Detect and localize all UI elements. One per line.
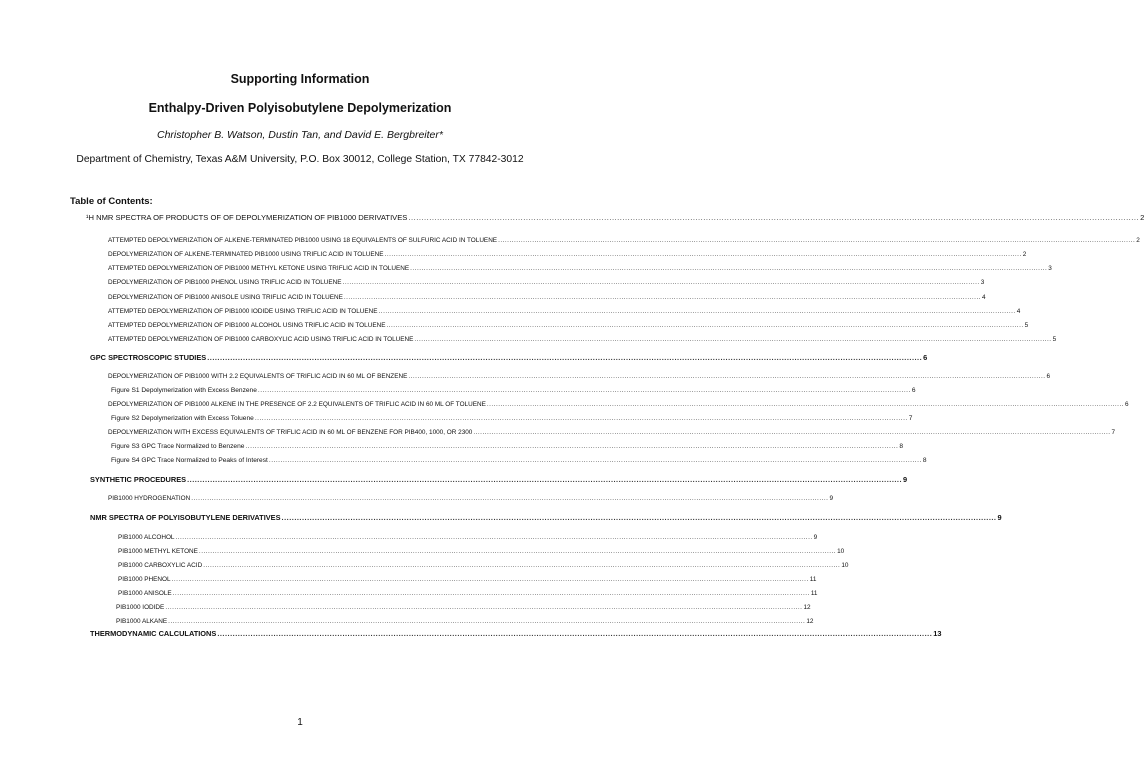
toc-entry-page: 6 [923,353,928,362]
toc-leader-dots [385,249,1022,261]
toc-entry-text: PIB1000 PHENOL [118,576,171,583]
toc-entry-page: 12 [803,604,811,611]
toc-entry-page: 3 [980,279,985,286]
toc-entry-text: Figure S4 GPC Trace Normalized to Peaks of Interest [111,457,268,464]
toc-entry-page: 2 [1136,237,1140,244]
toc-entry-text: SYNTHETIC PROCEDURES [90,475,187,484]
toc-heading: Table of Contents: [70,196,153,207]
toc-entry-page: 5 [1052,336,1057,343]
authors: Christopher B. Watson, Dustin Tan, and David E. Bergbreiter* [157,129,443,141]
toc-entry[interactable] [108,235,1140,247]
toc-entry-page: 6 [911,387,916,394]
toc-entry[interactable] [108,306,1021,318]
toc-entry[interactable] [108,493,833,505]
toc-leader-dots [187,474,902,486]
toc-entry[interactable] [118,588,818,600]
toc-entry[interactable] [108,263,1052,275]
toc-entry-text: ATTEMPTED DEPOLYMERIZATION OF ALKENE-TERMINATED PIB1000 USING 18 EQUIVALENTS OF SULFURIC ACID IN TOLUENE [108,237,498,244]
toc-entry-text: Figure S3 GPC Trace Normalized to Benzene [111,443,245,450]
toc-entry-page: 7 [908,415,913,422]
toc-entry-page: 4 [1016,308,1021,315]
toc-entry-text: THERMODYNAMIC CALCULATIONS [90,629,217,638]
toc-entry-page: 11 [810,590,818,597]
toc-entry-page: 12 [806,618,814,625]
toc-leader-dots [282,512,997,524]
toc-leader-dots [269,455,922,467]
affiliation: Department of Chemistry, Texas A&M University, P.O. Box 30012, College Station, TX 77842-3012 [76,154,524,165]
toc-entry-text: DEPOLYMERIZATION OF ALKENE-TERMINATED PIB1000 USING TRIFLIC ACID IN TOLUENE [108,251,384,258]
toc-leader-dots [386,320,1023,332]
toc-entry-page: 9 [829,495,833,502]
toc-section-synthetic[interactable] [90,474,908,486]
toc-entry-page: 10 [841,562,849,569]
toc-entry[interactable] [108,371,1051,383]
toc-entry-page: 10 [837,548,845,555]
toc-entry-text: PIB1000 ALKANE [116,618,168,625]
toc-entry-text: ATTEMPTED DEPOLYMERIZATION OF PIB1000 IODIDE USING TRIFLIC ACID IN TOLUENE [108,308,378,315]
toc-entry-text: PIB1000 ANISOLE [118,590,172,597]
toc-entry-page: 7 [1111,429,1116,436]
toc-leader-dots [191,493,828,505]
toc-entry-page: 11 [809,576,817,583]
toc-entry[interactable] [108,334,1057,346]
toc-entry[interactable] [118,532,818,544]
toc-leader-dots [410,263,1047,275]
toc-leader-dots [414,334,1051,346]
toc-entry[interactable] [118,546,845,558]
page-number: 1 [297,717,303,728]
toc-leader-dots [172,574,809,586]
toc-entry[interactable] [86,212,1144,224]
toc-entry-text: Figure S1 Depolymerization with Excess Benzene [111,387,257,394]
toc-entry-text: DEPOLYMERIZATION OF PIB1000 ANISOLE USING TRIFLIC ACID IN TOLUENE [108,294,343,301]
toc-entry-page: 9 [997,513,1002,522]
toc-section-gpc[interactable] [90,352,928,364]
toc-entry-text: PIB1000 ALCOHOL [118,534,175,541]
toc-entry-text: ¹H NMR SPECTRA OF PRODUCTS OF OF DEPOLYMERIZATION OF PIB1000 DERIVATIVES [86,213,408,222]
toc-entry-text: PIB1000 HYDROGENATION [108,495,191,502]
toc-section-nmr[interactable] [90,512,1002,524]
toc-entry-page: 8 [922,457,927,464]
toc-entry[interactable] [108,427,1116,439]
toc-leader-dots [203,560,840,572]
toc-leader-dots [175,532,812,544]
toc-entry-text: GPC SPECTROSCOPIC STUDIES [90,353,207,362]
toc-entry-text: DEPOLYMERIZATION WITH EXCESS EQUIVALENTS OF TRIFLIC ACID IN 60 ML OF BENZENE FOR PIB400, 1000, OR 2300 [108,429,473,436]
toc-entry-page: 3 [1048,265,1052,272]
toc-entry-text: ATTEMPTED DEPOLYMERIZATION OF PIB1000 ALCOHOL USING TRIFLIC ACID IN TOLUENE [108,322,386,329]
toc-entry-text: DEPOLYMERIZATION OF PIB1000 PHENOL USING TRIFLIC ACID IN TOLUENE [108,279,342,286]
toc-figure-entry[interactable] [111,413,913,425]
toc-entry-text: PIB1000 IODIDE [116,604,165,611]
toc-entry-page: 4 [982,294,986,301]
toc-leader-dots [207,352,922,364]
toc-entry[interactable] [108,399,1129,411]
toc-leader-dots [343,277,980,289]
toc-leader-dots [255,413,908,425]
toc-figure-entry[interactable] [111,441,904,453]
toc-leader-dots [199,546,836,558]
toc-leader-dots [258,385,911,397]
toc-entry-page: 5 [1024,322,1029,329]
toc-entry[interactable] [118,560,849,572]
toc-figure-entry[interactable] [111,455,927,467]
toc-leader-dots [498,235,1135,247]
toc-leader-dots [487,399,1124,411]
toc-entry-text: PIB1000 CARBOXYLIC ACID [118,562,203,569]
toc-entry-text: ATTEMPTED DEPOLYMERIZATION OF PIB1000 CARBOXYLIC ACID USING TRIFLIC ACID IN TOLUENE [108,336,414,343]
toc-leader-dots [217,628,932,640]
toc-leader-dots [165,602,802,614]
toc-leader-dots [473,427,1110,439]
paper-title: Enthalpy-Driven Polyisobutylene Depolymerization [148,101,452,115]
toc-entry[interactable] [116,602,811,614]
toc-entry-page: 2 [1022,251,1027,258]
toc-figure-entry[interactable] [111,385,916,397]
toc-entry[interactable] [108,277,985,289]
toc-entry-page: 13 [933,629,942,638]
toc-entry-text: ATTEMPTED DEPOLYMERIZATION OF PIB1000 METHYL KETONE USING TRIFLIC ACID IN TOLUENE [108,265,410,272]
toc-leader-dots [408,212,1139,224]
toc-entry-text: NMR SPECTRA OF POLYISOBUTYLENE DERIVATIVES [90,513,281,522]
toc-entry-text: DEPOLYMERIZATION OF PIB1000 WITH 2.2 EQUIVALENTS OF TRIFLIC ACID IN 60 ML OF BENZENE [108,373,408,380]
toc-entry[interactable] [118,574,817,586]
toc-leader-dots [379,306,1016,318]
toc-entry-text: DEPOLYMERIZATION OF PIB1000 ALKENE IN THE PRESENCE OF 2.2 EQUIVALENTS OF TRIFLIC ACID IN 60 ML OF TOLUENE [108,401,486,408]
toc-entry-page: 6 [1046,373,1051,380]
toc-entry-page: 9 [813,534,818,541]
toc-entry[interactable] [108,292,986,304]
toc-leader-dots [173,588,810,600]
supporting-info-title: Supporting Information [230,72,370,86]
toc-entry-text: PIB1000 METHYL KETONE [118,548,198,555]
toc-leader-dots [245,441,898,453]
toc-entry-page: 2 [1140,213,1144,222]
toc-entry-page: 6 [1125,401,1129,408]
toc-entry-page: 9 [903,475,908,484]
toc-leader-dots [168,616,805,628]
toc-leader-dots [344,292,981,304]
toc-entry[interactable] [108,249,1027,261]
toc-leader-dots [408,371,1045,383]
toc-entry-text: Figure S2 Depolymerization with Excess Toluene [111,415,254,422]
toc-entry[interactable] [108,320,1029,332]
toc-section-thermo[interactable] [90,628,942,640]
toc-entry-page: 8 [899,443,904,450]
toc-entry[interactable] [116,616,814,628]
